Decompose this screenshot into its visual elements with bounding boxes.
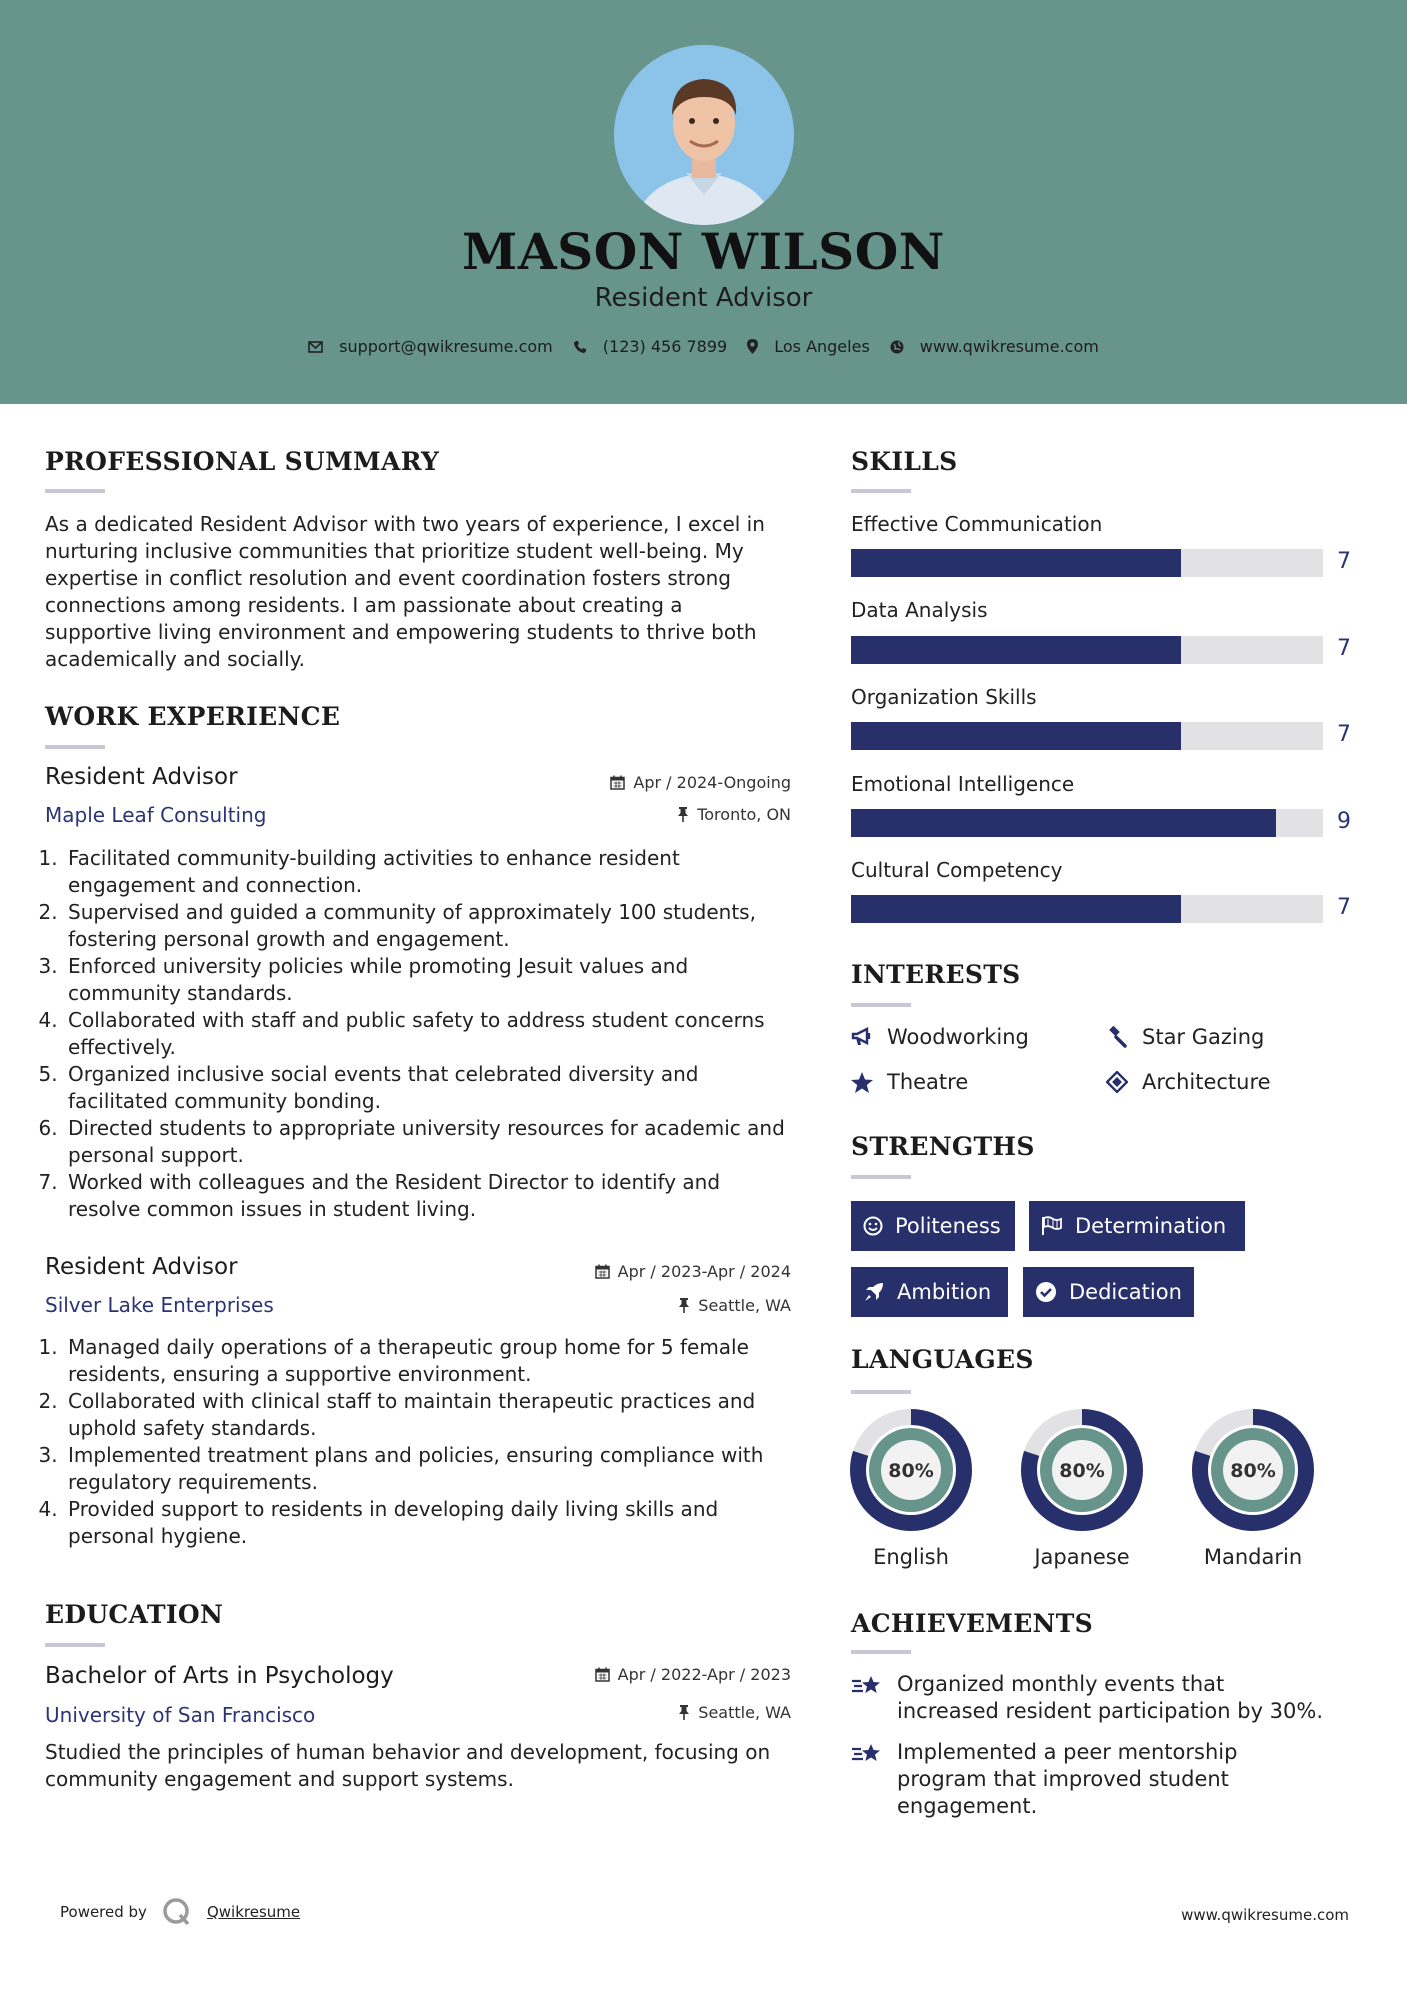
skill-level: 7 bbox=[1337, 636, 1351, 661]
calendar-icon bbox=[610, 775, 625, 790]
phone-icon bbox=[573, 340, 587, 354]
summary-text: As a dedicated Resident Advisor with two years of experience, I excel in nurturing inclusive communities that prioritize student well-being. My expertise in conflict resolution and event coordination fosters strong connections among residents. I am passionate about creating a supportive living environment and empowering students to thrive both academically and socially. bbox=[45, 512, 765, 671]
education-rule bbox=[45, 1643, 105, 1647]
interests-rule bbox=[851, 1003, 911, 1007]
skill-bar-fill bbox=[851, 549, 1181, 577]
interest-label: Theatre bbox=[887, 1070, 969, 1094]
list-item: 1. Facilitated community-building activities to enhance resident engagement and connection. bbox=[64, 845, 795, 899]
shooting-star-icon bbox=[851, 1741, 883, 1767]
skill-bar bbox=[851, 636, 1323, 664]
strength-ambition bbox=[851, 1267, 1008, 1317]
languages-rule bbox=[851, 1390, 911, 1394]
language-ring-english bbox=[850, 1409, 972, 1531]
contact-bar bbox=[0, 337, 1407, 356]
footer-powered-by bbox=[60, 1896, 300, 1928]
interest-label: Star Gazing bbox=[1142, 1025, 1265, 1049]
pushpin-icon bbox=[677, 807, 689, 822]
job-1-title: Resident Advisor bbox=[45, 764, 238, 790]
skill-bar-fill bbox=[851, 636, 1181, 664]
education-dates-text: Apr / 2022-Apr / 2023 bbox=[617, 1665, 791, 1684]
language-ring-japanese bbox=[1021, 1409, 1143, 1531]
skill-label: Data Analysis bbox=[851, 598, 988, 622]
list-item: 3. Implemented treatment plans and policies, ensuring compliance with regulatory requirements. bbox=[64, 1442, 795, 1496]
achievement-text: Implemented a peer mentorship program that improved student engagement. bbox=[897, 1740, 1238, 1818]
ring-label: 80% bbox=[888, 1460, 934, 1482]
contact-website[interactable] bbox=[890, 337, 1099, 356]
interest-label: Woodworking bbox=[887, 1025, 1029, 1049]
skill-bar-fill bbox=[851, 895, 1181, 923]
star-icon bbox=[851, 1072, 873, 1093]
skill-bar bbox=[851, 549, 1323, 577]
job-2-dates bbox=[500, 1262, 791, 1281]
qwikresume-logo-icon bbox=[161, 1896, 193, 1928]
ring-label: 80% bbox=[1230, 1460, 1276, 1482]
rocket-icon bbox=[863, 1281, 885, 1303]
job-2-dates-text: Apr / 2023-Apr / 2024 bbox=[617, 1262, 791, 1281]
job-1-dates-text: Apr / 2024-Ongoing bbox=[633, 773, 791, 792]
strength-dedication bbox=[1023, 1267, 1194, 1317]
job-1-location bbox=[500, 805, 791, 824]
email-text: support@qwikresume.com bbox=[339, 337, 553, 356]
strength-label: Determination bbox=[1075, 1214, 1227, 1238]
skill-level: 7 bbox=[1337, 549, 1351, 574]
list-item: 2. Supervised and guided a community of approximately 100 students, fostering personal growth and engagement. bbox=[64, 899, 795, 953]
achievement-item bbox=[851, 1671, 1331, 1725]
languages-heading: LANGUAGES bbox=[851, 1345, 1034, 1374]
footer-url[interactable]: www.qwikresume.com bbox=[1181, 1906, 1349, 1924]
language-ring-mandarin bbox=[1192, 1409, 1314, 1531]
smile-icon bbox=[863, 1216, 883, 1236]
achievements-heading: ACHIEVEMENTS bbox=[851, 1609, 1093, 1638]
phone-text: (123) 456 7899 bbox=[602, 337, 728, 356]
language-name: Japanese bbox=[1034, 1545, 1130, 1569]
interest-woodworking bbox=[851, 1025, 1029, 1049]
skill-bar bbox=[851, 722, 1323, 750]
skill-label: Effective Communication bbox=[851, 512, 1103, 536]
calendar-icon bbox=[595, 1264, 610, 1279]
language-name: English bbox=[873, 1545, 949, 1569]
skill-level: 9 bbox=[1337, 809, 1351, 834]
experience-heading: WORK EXPERIENCE bbox=[45, 702, 341, 731]
skill-level: 7 bbox=[1337, 722, 1351, 747]
interests-heading: INTERESTS bbox=[851, 960, 1021, 989]
contact-email[interactable] bbox=[308, 337, 553, 356]
skill-bar bbox=[851, 809, 1323, 837]
achievements-rule bbox=[851, 1650, 911, 1654]
skill-bar-fill bbox=[851, 722, 1181, 750]
achievement-item bbox=[851, 1739, 1331, 1820]
globe-icon bbox=[890, 340, 904, 354]
job-2-company: Silver Lake Enterprises bbox=[45, 1293, 274, 1317]
job-2-duties bbox=[45, 1334, 795, 1550]
interest-theatre bbox=[851, 1070, 968, 1094]
powered-by-text: Powered by bbox=[60, 1903, 147, 1921]
education-dates bbox=[500, 1665, 791, 1684]
education-description: Studied the principles of human behavior and development, focusing on community engagement and support systems. bbox=[45, 1740, 771, 1791]
contact-phone[interactable] bbox=[573, 337, 727, 356]
envelope-icon bbox=[308, 341, 323, 353]
ring-label: 80% bbox=[1059, 1460, 1105, 1482]
skill-bar bbox=[851, 895, 1323, 923]
pushpin-icon bbox=[678, 1705, 690, 1720]
pushpin-icon bbox=[678, 1298, 690, 1313]
job-2-location bbox=[500, 1296, 791, 1315]
strength-label: Ambition bbox=[897, 1280, 992, 1304]
strength-label: Politeness bbox=[895, 1214, 1001, 1238]
job-1-location-text: Toronto, ON bbox=[697, 805, 791, 824]
list-item: 4. Collaborated with staff and public safety to address student concerns effectively. bbox=[64, 1007, 795, 1061]
summary-heading: PROFESSIONAL SUMMARY bbox=[45, 447, 440, 476]
list-item: 6. Directed students to appropriate university resources for academic and personal support. bbox=[64, 1115, 795, 1169]
summary-rule bbox=[45, 489, 105, 493]
interest-label: Architecture bbox=[1142, 1070, 1271, 1094]
interest-architecture bbox=[1106, 1070, 1271, 1094]
list-item: 3. Enforced university policies while promoting Jesuit values and community standards. bbox=[64, 953, 795, 1007]
education-location bbox=[500, 1703, 791, 1722]
shooting-star-icon bbox=[851, 1673, 883, 1699]
brand-link[interactable]: Qwikresume bbox=[206, 1903, 301, 1921]
avatar bbox=[614, 45, 794, 225]
strength-determination bbox=[1029, 1201, 1245, 1251]
job-2-location-text: Seattle, WA bbox=[698, 1296, 791, 1315]
resume-header bbox=[0, 0, 1407, 404]
language-name: Mandarin bbox=[1203, 1545, 1303, 1569]
megaphone-icon bbox=[851, 1027, 873, 1047]
list-item: 2. Collaborated with clinical staff to maintain therapeutic practices and uphold safety standards. bbox=[64, 1388, 795, 1442]
achievement-text: Organized monthly events that increased resident participation by 30%. bbox=[897, 1672, 1324, 1723]
skills-heading: SKILLS bbox=[851, 447, 958, 476]
map-pin-icon bbox=[747, 339, 758, 354]
education-school: University of San Francisco bbox=[45, 1703, 316, 1727]
interest-star-gazing bbox=[1106, 1025, 1264, 1049]
list-item: 5. Organized inclusive social events that celebrated diversity and facilitated community bonding. bbox=[64, 1061, 795, 1115]
strengths-rule bbox=[851, 1175, 911, 1179]
ticket-icon bbox=[1106, 1071, 1128, 1093]
gavel-icon bbox=[1106, 1026, 1128, 1048]
contact-location bbox=[747, 337, 870, 356]
location-text: Los Angeles bbox=[774, 337, 870, 356]
skill-bar-fill bbox=[851, 809, 1276, 837]
candidate-role: Resident Advisor bbox=[594, 283, 813, 313]
list-item: 7. Worked with colleagues and the Resident Director to identify and resolve common issues in student living. bbox=[64, 1169, 795, 1223]
candidate-name: MASON WILSON bbox=[462, 222, 945, 281]
strength-label: Dedication bbox=[1069, 1280, 1182, 1304]
list-item: 4. Provided support to residents in developing daily living skills and personal hygiene. bbox=[64, 1496, 795, 1550]
skill-label: Emotional Intelligence bbox=[851, 772, 1075, 796]
skill-level: 7 bbox=[1337, 895, 1351, 920]
strengths-heading: STRENGTHS bbox=[851, 1132, 1035, 1161]
check-circle-icon bbox=[1035, 1281, 1057, 1303]
job-1-duties bbox=[45, 845, 795, 1223]
website-text: www.qwikresume.com bbox=[919, 337, 1099, 356]
education-location-text: Seattle, WA bbox=[698, 1703, 791, 1722]
skill-label: Cultural Competency bbox=[851, 858, 1063, 882]
flag-icon bbox=[1041, 1216, 1063, 1236]
education-degree: Bachelor of Arts in Psychology bbox=[45, 1663, 394, 1689]
strength-politeness bbox=[851, 1201, 1015, 1251]
education-heading: EDUCATION bbox=[45, 1600, 224, 1629]
experience-rule bbox=[45, 745, 105, 749]
job-1-dates bbox=[500, 773, 791, 792]
list-item: 1. Managed daily operations of a therapeutic group home for 5 female residents, ensuring a supportive environment. bbox=[64, 1334, 795, 1388]
skill-label: Organization Skills bbox=[851, 685, 1037, 709]
job-2-title: Resident Advisor bbox=[45, 1254, 238, 1280]
calendar-icon bbox=[595, 1667, 610, 1682]
job-1-company: Maple Leaf Consulting bbox=[45, 803, 267, 827]
skills-rule bbox=[851, 489, 911, 493]
